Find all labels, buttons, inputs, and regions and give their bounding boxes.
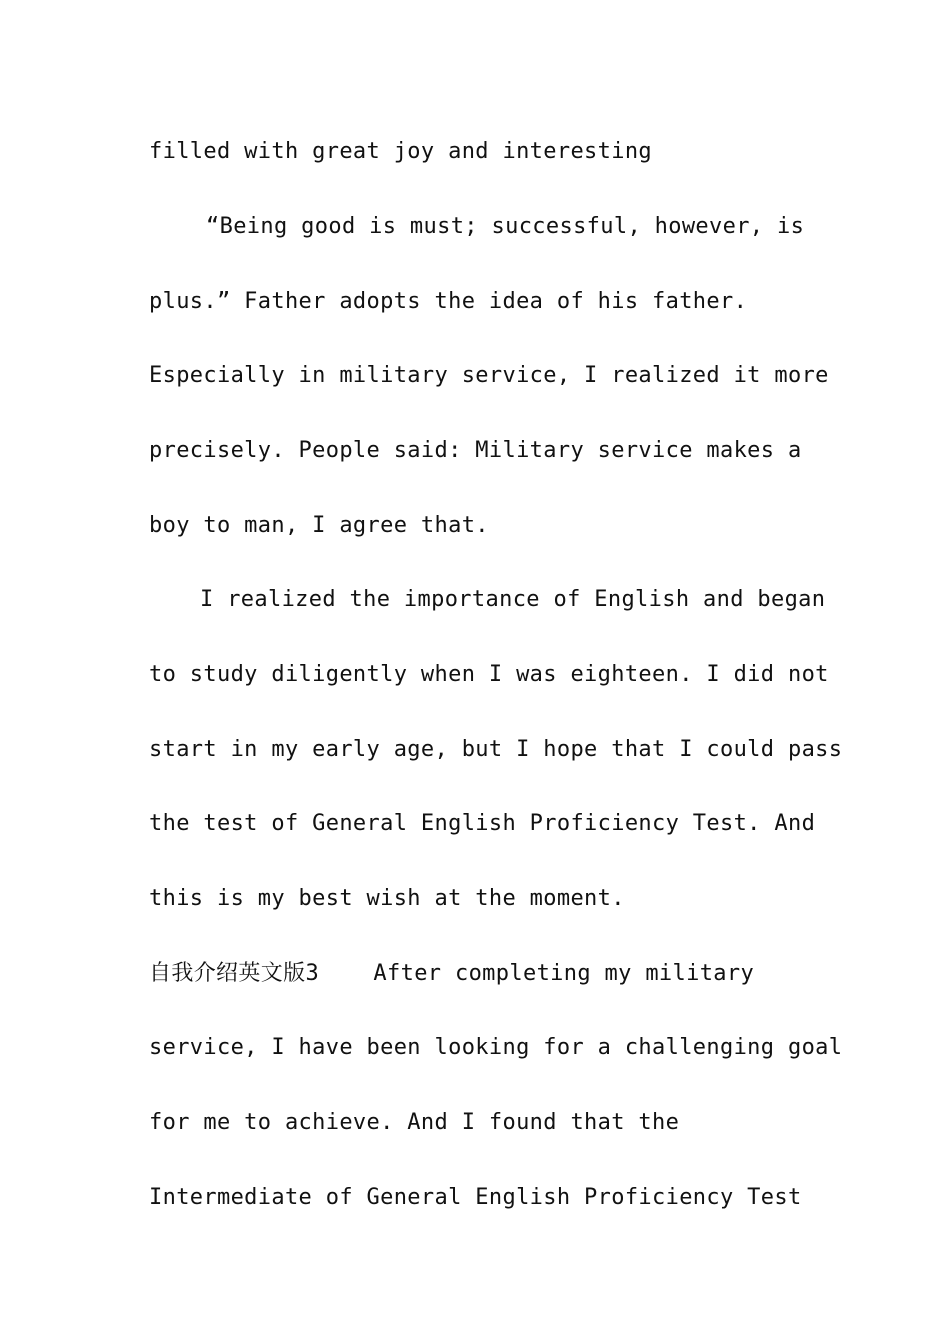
text-line: this is my best wish at the moment. (149, 886, 625, 911)
text-line: to study diligently when I was eighteen. I did not (149, 662, 829, 687)
text-line: Intermediate of General English Proficiency Test (149, 1185, 802, 1210)
paragraph-first-line: I realized the importance of English and began (200, 587, 826, 612)
text-line: plus.” Father adopts the idea of his father. (149, 289, 748, 314)
text-line: precisely. People said: Military service makes a (149, 438, 802, 463)
text-line: start in my early age, but I hope that I could pass (149, 737, 843, 762)
text-line: boy to man, I agree that. (149, 513, 489, 538)
text-line: filled with great joy and interesting (149, 139, 653, 164)
paragraph-first-line: “Being good is must; successful, however, is (206, 214, 805, 239)
section-heading-line: 自我介绍英文版3 After completing my military (149, 961, 755, 986)
text-line: service, I have been looking for a challenging goal (149, 1035, 843, 1060)
text-line: for me to achieve. And I found that the (149, 1110, 680, 1135)
text-line: Especially in military service, I realized it more (149, 363, 829, 388)
text-line: the test of General English Proficiency Test. And (149, 811, 816, 836)
